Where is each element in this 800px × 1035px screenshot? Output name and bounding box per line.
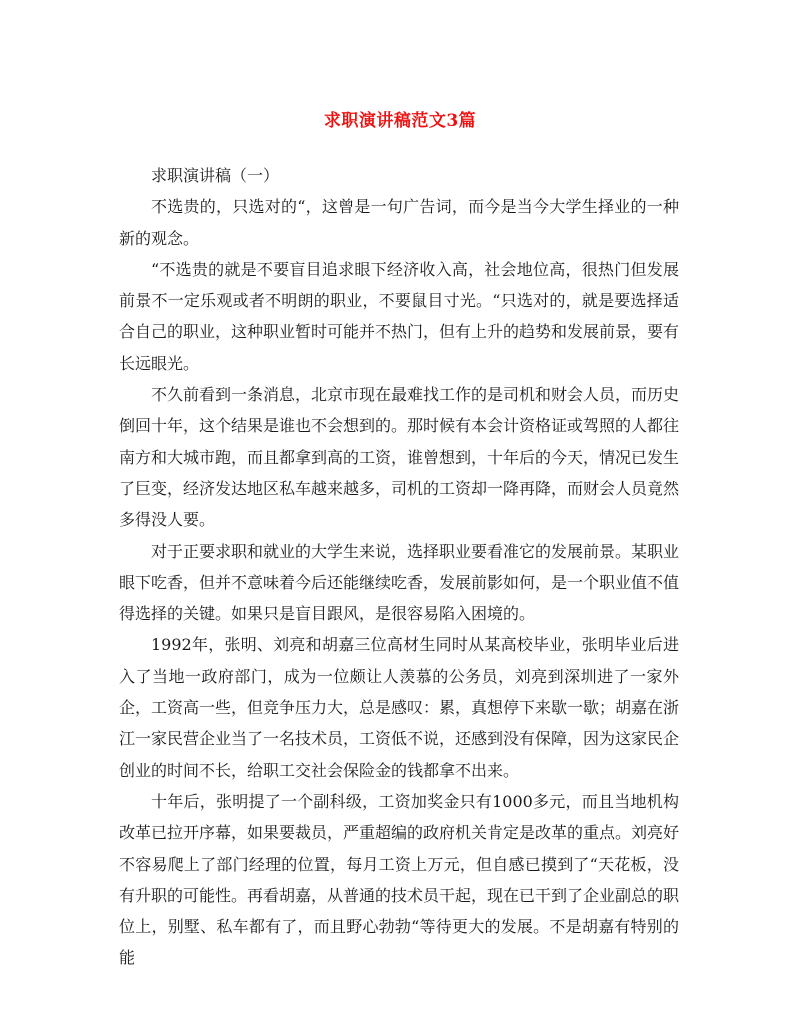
paragraph: 不久前看到一条消息，北京市现在最难找工作的是司机和财会人员，而历史倒回十年，这个结果是谁也不会想到的。那时候有本会计资格证或驾照的人都往南方和大城市跑，而且都拿到高的工资，谁曾想到，十年后的今天，情况已发生了巨变，经济发达地区私车越来越多，司机的工资却一降再降，而财会人员竟然多得没人要。 xyxy=(119,385,680,530)
paragraph: 对于正要求职和就业的大学生来说，选择职业要看准它的发展前景。某职业眼下吃香，但并不意味着今后还能继续吃香，发展前影如何，是一个职业值不值得选择的关键。如果只是盲目跟风，是很容易陷入困境的。 xyxy=(119,541,680,624)
paragraph: 1992年，张明、刘亮和胡嘉三位高材生同时从某高校毕业，张明毕业后进入了当地一政府部门，成为一位颇让人羡慕的公务员，刘亮到深圳进了一家外企，工资高一些，但竞争压力大，总是感叹：累，真想停下来歇一歇；胡嘉在浙江一家民营企业当了一名技术员，工资低不说，还感到没有保障，因为这家民企创业的时间不长，给职工交社会保险金的钱都拿不出来。 xyxy=(119,635,680,780)
paragraph: “不选贵的就是不要盲目追求眼下经济收入高，社会地位高，很热门但发展前景不一定乐观或者不明朗的职业，不要鼠目寸光。“只选对的，就是要选择适合自己的职业，这种职业暂时可能并不热门，但有上升的趋势和发展前景，要有长远眼光。 xyxy=(119,259,680,373)
paragraph: 不选贵的，只选对的“，这曾是一句广告词，而今是当今大学生择业的一种新的观念。 xyxy=(119,197,679,248)
document-body xyxy=(119,160,679,974)
paragraph: 十年后，张明提了一个副科级，工资加奖金只有1000多元，而且当地机构改革已拉开序幕，如果要裁员，严重超编的政府机关肯定是改革的重点。刘亮好不容易爬上了部门经理的位置，每月工资上万元，但自感已摸到了“天花板，没有升职的可能性。再看胡嘉，从普通的技术员干起，现在已干到了企业副总的职位上，别墅、私车都有了，而且野心勃勃“等待更大的发展。不是胡嘉有特别的能 xyxy=(119,791,680,968)
section-heading: 求职演讲稿（一） xyxy=(151,166,280,185)
document-title: 求职演讲稿范文3篇 xyxy=(323,111,477,131)
